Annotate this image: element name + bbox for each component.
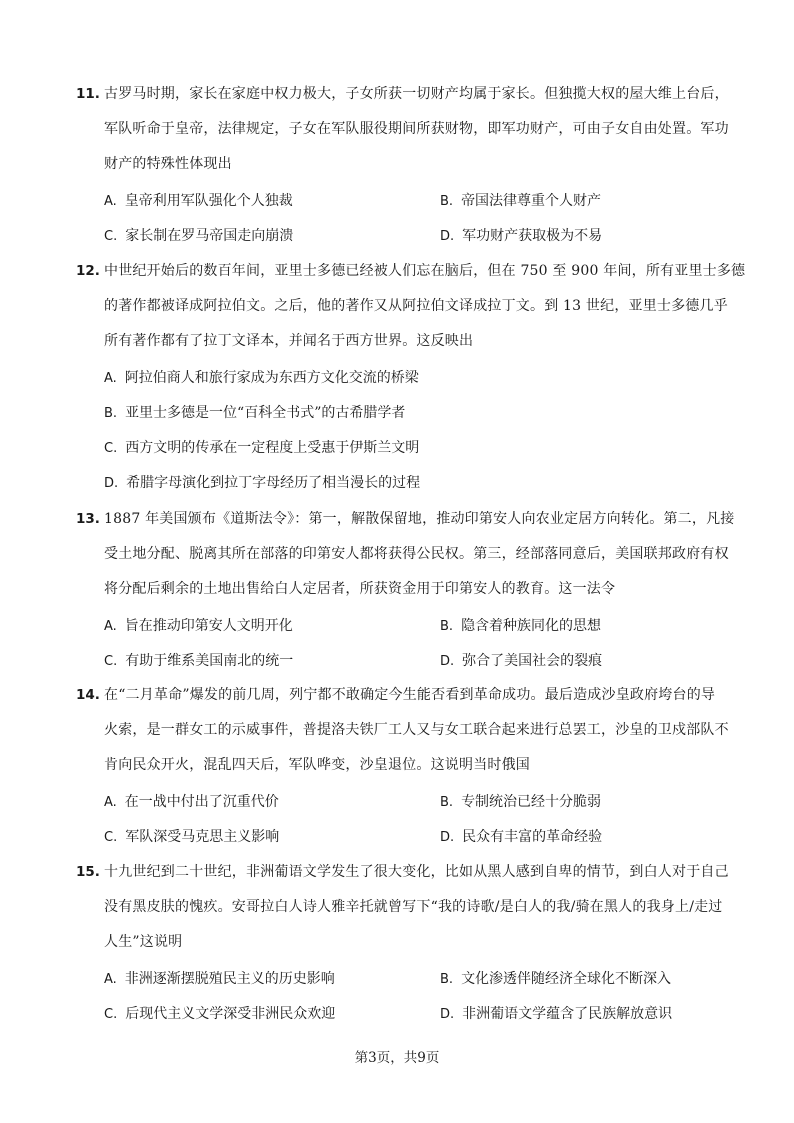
stem-line: 人生”这说明 [104, 934, 183, 950]
stem-line: 将分配后剩余的土地出售给白人定居者，所获资金用于印第安人的教育。这一法令 [104, 581, 616, 597]
question-stem [104, 678, 729, 783]
stem-line: 中世纪开始后的数百年间，亚里士多德已经被人们忘在脑后，但在 750 至 900 年间，所有亚里士多德 [104, 263, 746, 279]
option-text: 专制统治已经十分脆弱 [461, 794, 602, 810]
option-text: 西方文明的传承在一定程度上受惠于伊斯兰文明 [125, 440, 420, 456]
option-text: 军功财产获取极为不易 [462, 228, 603, 244]
option-text: 非洲逐渐摆脱殖民主义的历史影响 [124, 971, 335, 987]
question-stem [104, 855, 729, 960]
option-text: 帝国法律尊重个人财产 [461, 193, 602, 209]
option-c[interactable] [104, 431, 419, 466]
option-text: 弥合了美国社会的裂痕 [462, 653, 603, 669]
question-stem [104, 77, 729, 182]
option-d[interactable] [440, 820, 602, 855]
stem-line: 的著作都被译成阿拉伯文。之后，他的著作又从阿拉伯文译成拉丁文。到 13 世纪，亚里士多德几乎 [104, 298, 728, 314]
option-b[interactable] [440, 184, 601, 219]
option-b[interactable] [440, 609, 601, 644]
option-text: 希腊字母演化到拉丁字母经历了相当漫长的过程 [126, 475, 421, 491]
option-label: A. [104, 972, 117, 987]
option-label: B. [440, 795, 454, 810]
option-c[interactable] [104, 219, 293, 254]
option-label: D. [440, 830, 455, 845]
option-b[interactable] [104, 396, 405, 431]
option-label: C. [104, 1007, 118, 1022]
option-b[interactable] [440, 785, 601, 820]
option-c[interactable] [104, 820, 279, 855]
option-label: C. [104, 654, 118, 669]
page-number: 第3页，共9页 [354, 1050, 440, 1066]
option-text: 有助于维系美国南北的统一 [125, 653, 294, 669]
option-label: C. [104, 830, 118, 845]
option-c[interactable] [104, 644, 293, 679]
question-stem [104, 254, 746, 359]
stem-line: 受土地分配、脱离其所在部落的印第安人都将获得公民权。第三，经部落同意后，美国联邦政府有权 [104, 546, 729, 562]
option-b[interactable] [440, 962, 671, 997]
stem-line: 军队听命于皇帝，法律规定，子女在军队服役期间所获财物，即军功财产，可由子女自由处置。军功 [104, 121, 729, 137]
stem-line: 肯向民众开火，混乱四天后，军队哗变，沙皇退位。这说明当时俄国 [104, 757, 530, 773]
option-text: 民众有丰富的革命经验 [462, 829, 603, 845]
option-text: 皇帝利用军队强化个人独裁 [124, 193, 293, 209]
option-a[interactable] [104, 184, 293, 219]
option-label: D. [440, 1007, 455, 1022]
question-number: 15. [76, 864, 100, 880]
option-text: 后现代主义文学深受非洲民众欢迎 [125, 1006, 336, 1022]
stem-line: 1887 年美国颁布《道斯法令》：第一，解散保留地，推动印第安人向农业定居方向转化。第二，凡接 [104, 511, 735, 527]
option-a[interactable] [104, 785, 279, 820]
option-text: 亚里士多德是一位“百科全书式”的古希腊学者 [125, 405, 406, 421]
stem-line: 古罗马时期，家长在家庭中权力极大，子女所获一切财产均属于家长。但独揽大权的屋大维上台后， [104, 86, 729, 102]
stem-line: 火索，是一群女工的示威事件，普提洛夫铁厂工人又与女工联合起来进行总罢工，沙皇的卫戍部队不 [104, 722, 729, 738]
option-d[interactable] [440, 997, 672, 1032]
option-label: D. [440, 229, 455, 244]
question-number: 13. [76, 511, 100, 527]
option-label: A. [104, 194, 117, 209]
stem-line: 十九世纪到二十世纪，非洲葡语文学发生了很大变化，比如从黑人感到自卑的情节，到白人对于自己 [104, 864, 729, 880]
option-label: D. [440, 654, 455, 669]
question-number: 11. [76, 86, 100, 102]
option-text: 文化渗透伴随经济全球化不断深入 [461, 971, 672, 987]
stem-line: 没有黑皮肤的愧疚。安哥拉白人诗人雅辛托就曾写下“我的诗歌/是白人的我/骑在黑人的我身上/走过 [104, 899, 723, 915]
option-text: 非洲葡语文学蕴含了民族解放意识 [462, 1006, 673, 1022]
option-text: 隐含着种族同化的思想 [461, 618, 602, 634]
option-c[interactable] [104, 997, 335, 1032]
option-label: B. [440, 619, 454, 634]
option-text: 阿拉伯商人和旅行家成为东西方文化交流的桥梁 [124, 370, 419, 386]
stem-line: 所有著作都有了拉丁文译本，并闻名于西方世界。这反映出 [104, 333, 474, 349]
option-d[interactable] [440, 644, 602, 679]
question-number: 12. [76, 263, 100, 279]
option-text: 家长制在罗马帝国走向崩溃 [125, 228, 294, 244]
option-a[interactable] [104, 962, 335, 997]
option-label: C. [104, 441, 118, 456]
option-text: 旨在推动印第安人文明开化 [124, 618, 293, 634]
stem-line: 财产的特殊性体现出 [104, 156, 232, 172]
option-label: A. [104, 795, 117, 810]
option-label: A. [104, 619, 117, 634]
option-label: B. [104, 406, 118, 421]
option-label: B. [440, 972, 454, 987]
option-text: 在一战中付出了沉重代价 [124, 794, 279, 810]
option-label: A. [104, 371, 117, 386]
option-a[interactable] [104, 609, 293, 644]
option-d[interactable] [440, 219, 602, 254]
stem-line: 在“二月革命”爆发的前几周，列宁都不敢确定今生能否看到革命成功。最后造成沙皇政府垮台的导 [104, 687, 716, 703]
option-label: C. [104, 229, 118, 244]
question-number: 14. [76, 687, 100, 703]
question-stem [104, 502, 735, 607]
option-label: D. [104, 476, 119, 491]
option-d[interactable] [104, 466, 420, 501]
option-text: 军队深受马克思主义影响 [125, 829, 280, 845]
option-a[interactable] [104, 361, 419, 396]
option-label: B. [440, 194, 454, 209]
